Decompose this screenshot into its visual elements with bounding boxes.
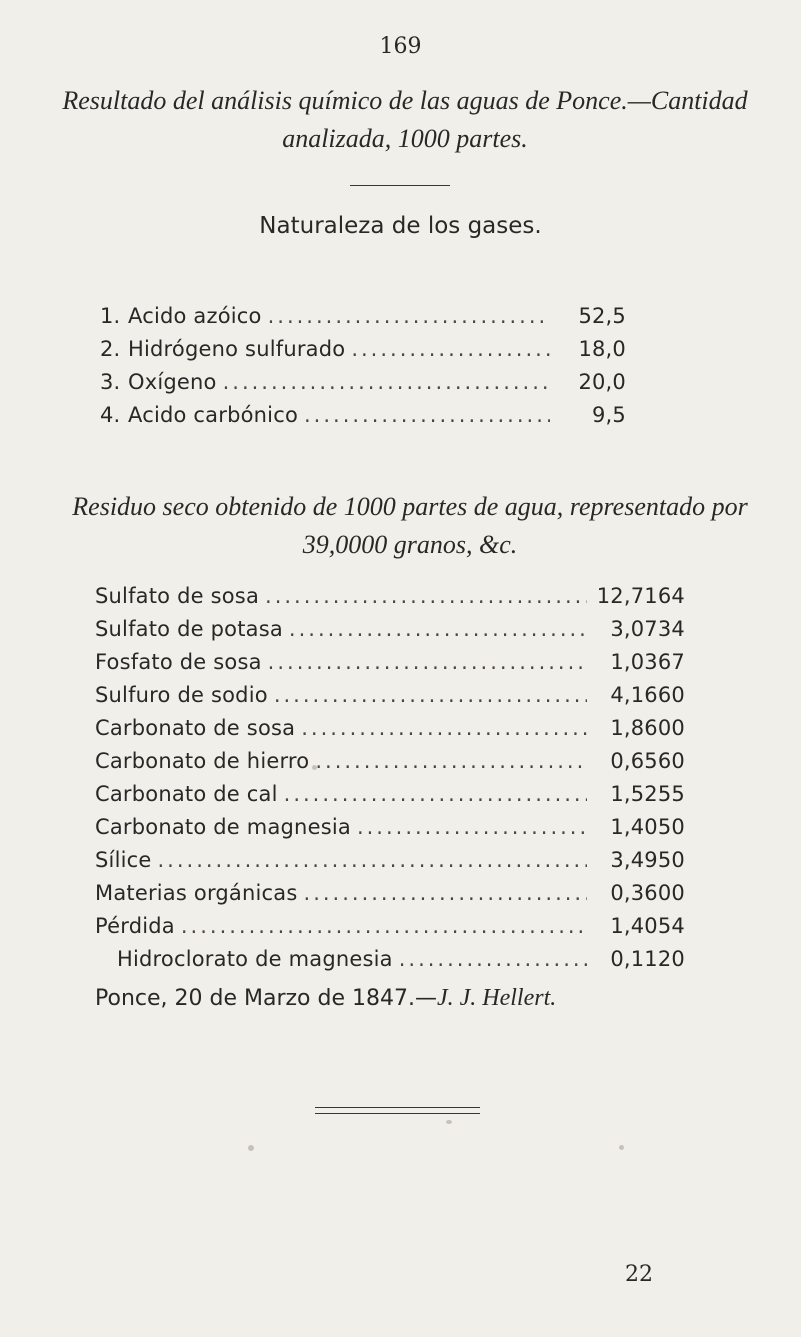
residue-row — [95, 716, 685, 749]
residue-value: 1,8600 — [610, 716, 685, 740]
signature-number: 22 — [625, 1262, 653, 1287]
residue-label: Hidroclorato de magnesia — [117, 947, 393, 971]
gas-number: 3. — [100, 370, 121, 394]
dot-leader — [351, 337, 550, 361]
residue-row — [95, 749, 685, 782]
residue-row — [95, 650, 685, 683]
residue-label: Sulfato de sosa — [95, 584, 260, 608]
page-number: 169 — [379, 34, 422, 59]
closing-rule-bottom — [315, 1113, 480, 1114]
residue-title-line-2: 39,0000 granos, &c. — [302, 530, 518, 559]
residue-row — [95, 815, 685, 848]
residue-label: Carbonato de sosa — [95, 716, 296, 740]
gas-value: 20,0 — [578, 370, 626, 394]
title-divider — [350, 185, 450, 186]
gas-row — [100, 337, 626, 370]
residue-row — [95, 848, 685, 881]
residue-label: Sulfuro de sodio — [95, 683, 268, 707]
gas-label: Hidrógeno sulfurado — [128, 337, 346, 361]
dot-leader — [158, 848, 588, 872]
residue-label: Materias orgánicas — [95, 881, 298, 905]
signature-place-date: Ponce, 20 de Marzo de 1847.— — [95, 986, 437, 1011]
residue-label: Carbonato de hierro — [95, 749, 310, 773]
residue-label: Carbonato de magnesia — [95, 815, 351, 839]
ink-speck — [248, 1145, 254, 1151]
ink-speck — [619, 1145, 624, 1150]
gas-number: 2. — [100, 337, 121, 361]
closing-rule-top — [315, 1107, 480, 1108]
residue-value: 1,0367 — [610, 650, 685, 674]
dot-leader — [357, 815, 587, 839]
residue-section-title — [30, 488, 790, 564]
dot-leader — [265, 584, 587, 608]
residue-value: 1,4054 — [610, 914, 685, 938]
dot-leader — [301, 716, 587, 740]
residue-value: 1,4050 — [610, 815, 685, 839]
dot-leader — [268, 304, 550, 328]
residue-list — [95, 584, 685, 980]
dot-leader — [181, 914, 587, 938]
residue-value: 0,6560 — [610, 749, 685, 773]
gas-value: 52,5 — [578, 304, 626, 328]
dot-leader — [268, 650, 587, 674]
residue-label: Sílice — [95, 848, 152, 872]
gas-value: 18,0 — [578, 337, 626, 361]
residue-row — [95, 947, 685, 980]
dot-leader — [399, 947, 587, 971]
residue-label: Pérdida — [95, 914, 175, 938]
residue-row — [95, 782, 685, 815]
gas-number: 1. — [100, 304, 121, 328]
gas-value: 9,5 — [592, 403, 626, 427]
signature-name: J. J. Hellert. — [436, 985, 557, 1011]
gases-list — [100, 304, 626, 436]
dot-leader — [315, 749, 587, 773]
ink-speck — [446, 1120, 452, 1124]
dot-leader — [304, 881, 587, 905]
residue-title-line-1: Residuo seco obtenido de 1000 partes de agua, representado por — [72, 492, 748, 521]
residue-value: 12,7164 — [596, 584, 685, 608]
title-line-2: analizada, 1000 partes. — [282, 124, 528, 153]
gas-row — [100, 370, 626, 403]
signature-line — [95, 985, 556, 1012]
residue-label: Fosfato de sosa — [95, 650, 262, 674]
title-line-1: Resultado del análisis químico de las aguas de Ponce.—Cantidad — [62, 86, 748, 115]
document-title — [30, 82, 780, 158]
gas-number: 4. — [100, 403, 121, 427]
residue-value: 4,1660 — [610, 683, 685, 707]
residue-row — [95, 683, 685, 716]
dot-leader — [304, 403, 550, 427]
residue-label: Carbonato de cal — [95, 782, 278, 806]
residue-row — [95, 914, 685, 947]
residue-value: 0,1120 — [610, 947, 685, 971]
dot-leader — [289, 617, 587, 641]
dot-leader — [274, 683, 587, 707]
dot-leader — [223, 370, 550, 394]
residue-label: Sulfato de potasa — [95, 617, 283, 641]
residue-value: 3,0734 — [610, 617, 685, 641]
ink-speck — [312, 765, 317, 770]
gas-row — [100, 403, 626, 436]
gases-section-title: Naturaleza de los gases. — [259, 213, 542, 239]
residue-row — [95, 617, 685, 650]
gas-label: Oxígeno — [128, 370, 217, 394]
residue-row — [95, 584, 685, 617]
residue-row — [95, 881, 685, 914]
gas-row — [100, 304, 626, 337]
gas-label: Acido azóico — [128, 304, 262, 328]
dot-leader — [284, 782, 587, 806]
residue-value: 1,5255 — [610, 782, 685, 806]
gas-label: Acido carbónico — [128, 403, 298, 427]
residue-value: 0,3600 — [610, 881, 685, 905]
residue-value: 3,4950 — [610, 848, 685, 872]
